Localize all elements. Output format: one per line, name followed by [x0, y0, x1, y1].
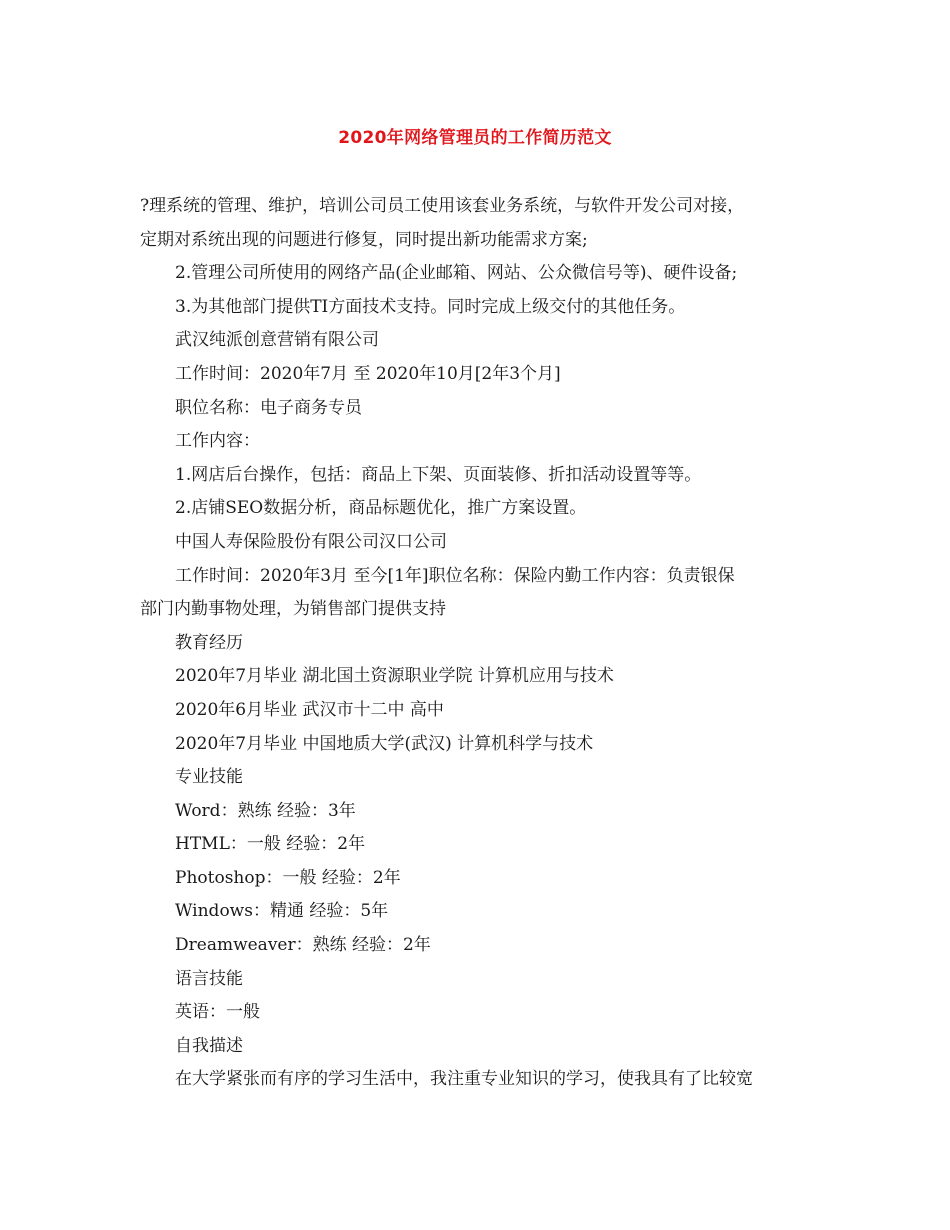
- skill-html: HTML：一般 经验：2年: [175, 834, 366, 855]
- company-name-china-life: 中国人寿保险股份有限公司汉口公司: [175, 531, 447, 552]
- work-period-china-life: 工作时间：2020年3月 至今[1年]职位名称：保险内勤工作内容：负责银保: [175, 565, 735, 586]
- skill-dreamweaver: Dreamweaver：熟练 经验：2年: [175, 935, 431, 956]
- paragraph-system-management-1: ?理系统的管理、维护，培训公司员工使用该套业务系统，与软件开发公司对接，: [140, 196, 745, 216]
- paragraph-system-management-2: 定期对系统出现的问题进行修复，同时提出新功能需求方案;: [140, 229, 588, 250]
- education-item-1: 2020年7月毕业 湖北国土资源职业学院 计算机应用与技术: [175, 666, 614, 687]
- section-heading-skills: 专业技能: [175, 767, 243, 788]
- work-content-heading: 工作内容：: [175, 431, 260, 452]
- language-english: 英语：一般: [175, 1002, 260, 1023]
- section-heading-education: 教育经历: [175, 632, 243, 653]
- work-content-item-2: 2.店铺SEO数据分析，商品标题优化，推广方案设置。: [175, 498, 587, 519]
- education-item-2: 2020年6月毕业 武汉市十二中 高中: [175, 699, 444, 720]
- skill-photoshop: Photoshop：一般 经验：2年: [175, 867, 401, 888]
- work-content-item-1: 1.网店后台操作，包括：商品上下架、页面装修、折扣活动设置等等。: [175, 464, 702, 485]
- work-period-wuhan: 工作时间：2020年7月 至 2020年10月[2年3个月]: [175, 363, 561, 384]
- document-title: 2020年网络管理员的工作简历范文: [338, 128, 612, 148]
- work-content-china-life: 部门内勤事物处理，为销售部门提供支持: [140, 599, 446, 620]
- company-name-wuhan: 武汉纯派创意营销有限公司: [175, 330, 379, 351]
- self-description-text: 在大学紧张而有序的学习生活中，我注重专业知识的学习，使我具有了比较宽: [175, 1069, 753, 1090]
- education-item-3: 2020年7月毕业 中国地质大学(武汉) 计算机科学与技术: [175, 733, 594, 754]
- paragraph-it-support: 3.为其他部门提供TI方面技术支持。同时完成上级交付的其他任务。: [175, 296, 686, 317]
- paragraph-network-products: 2.管理公司所使用的网络产品(企业邮箱、网站、公众微信号等)、硬件设备;: [175, 263, 738, 284]
- skill-windows: Windows：精通 经验：5年: [175, 901, 389, 922]
- skill-word: Word：熟练 经验：3年: [175, 800, 356, 821]
- section-heading-self-description: 自我描述: [175, 1035, 243, 1056]
- job-title-wuhan: 职位名称：电子商务专员: [175, 397, 362, 418]
- section-heading-languages: 语言技能: [175, 968, 243, 989]
- document-body: [140, 190, 815, 1097]
